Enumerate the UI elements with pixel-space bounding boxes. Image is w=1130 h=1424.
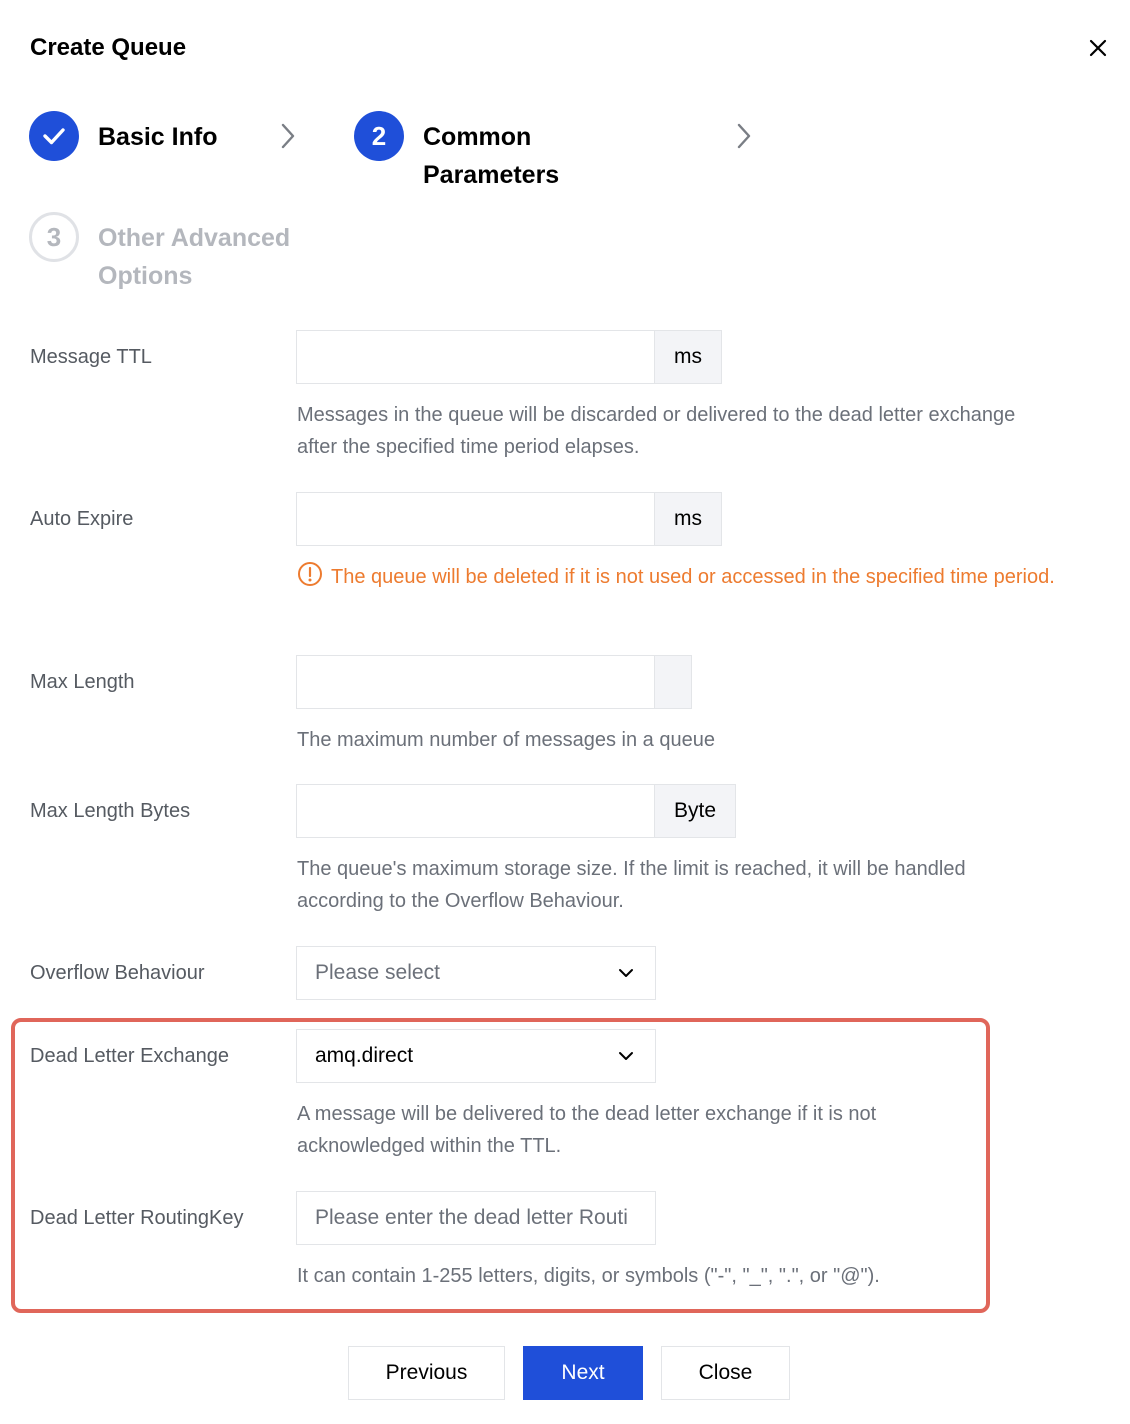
max-length-bytes-input[interactable] bbox=[296, 784, 655, 838]
overflow-behaviour-label: Overflow Behaviour bbox=[30, 962, 205, 984]
max-length-help: The maximum number of messages in a queue bbox=[297, 729, 715, 751]
dead-letter-routing-key-input[interactable]: Please enter the dead letter Routi bbox=[296, 1191, 656, 1245]
step-3-label-line2: Options bbox=[98, 262, 193, 290]
checkmark-icon bbox=[40, 122, 68, 150]
step-3-number: 3 bbox=[29, 212, 79, 262]
chevron-down-icon bbox=[617, 964, 635, 982]
step-2-label-line2: Parameters bbox=[423, 161, 560, 189]
auto-expire-warning bbox=[297, 561, 1067, 593]
max-length-unit bbox=[655, 655, 692, 709]
warning-icon bbox=[297, 561, 323, 587]
chevron-right-icon bbox=[734, 121, 754, 151]
step-1-done-indicator bbox=[29, 111, 79, 161]
chevron-right-icon bbox=[278, 121, 298, 151]
dead-letter-exchange-select[interactable] bbox=[296, 1029, 656, 1083]
next-button[interactable]: Next bbox=[523, 1346, 643, 1400]
auto-expire-input[interactable] bbox=[296, 492, 655, 546]
step-3-label bbox=[98, 219, 290, 295]
max-length-label: Max Length bbox=[30, 671, 135, 693]
dialog-title: Create Queue bbox=[30, 34, 187, 61]
max-length-input[interactable] bbox=[296, 655, 655, 709]
auto-expire-label: Auto Expire bbox=[30, 508, 134, 530]
message-ttl-input[interactable] bbox=[296, 330, 655, 384]
dead-letter-exchange-help: A message will be delivered to the dead letter exchange if it is not acknowledged within the TTL. bbox=[297, 1103, 877, 1157]
dead-letter-exchange-label: Dead Letter Exchange bbox=[30, 1045, 230, 1067]
step-2-number: 2 bbox=[354, 111, 404, 161]
max-length-bytes-label: Max Length Bytes bbox=[30, 800, 191, 822]
close-icon[interactable] bbox=[1083, 33, 1113, 63]
previous-button[interactable]: Previous bbox=[348, 1346, 505, 1400]
step-2-label bbox=[423, 118, 559, 194]
step-3-label-line1: Other Advanced bbox=[98, 224, 291, 252]
close-button[interactable]: Close bbox=[661, 1346, 790, 1400]
max-length-bytes-unit: Byte bbox=[655, 784, 736, 838]
overflow-behaviour-select[interactable] bbox=[296, 946, 656, 1000]
max-length-bytes-help: The queue's maximum storage size. If the limit is reached, it will be handled according to the Overflow Behaviour. bbox=[297, 858, 966, 912]
overflow-behaviour-placeholder: Please select bbox=[315, 961, 440, 984]
chevron-down-icon bbox=[617, 1047, 635, 1065]
message-ttl-help: Messages in the queue will be discarded or delivered to the dead letter exchange after the specified time period elapses. bbox=[297, 404, 1016, 458]
step-1-label: Basic Info bbox=[98, 123, 218, 151]
auto-expire-warning-text: The queue will be deleted if it is not used or accessed in the specified time period. bbox=[331, 566, 1055, 588]
step-2-label-line1: Common bbox=[423, 123, 532, 151]
dead-letter-routing-key-label: Dead Letter RoutingKey bbox=[30, 1207, 244, 1229]
auto-expire-unit: ms bbox=[655, 492, 722, 546]
dead-letter-exchange-value: amq.direct bbox=[315, 1044, 414, 1067]
dead-letter-routing-key-help: It can contain 1-255 letters, digits, or symbols ("-", "_", ".", or "@"). bbox=[297, 1265, 880, 1287]
message-ttl-label: Message TTL bbox=[30, 346, 152, 368]
message-ttl-unit: ms bbox=[655, 330, 722, 384]
